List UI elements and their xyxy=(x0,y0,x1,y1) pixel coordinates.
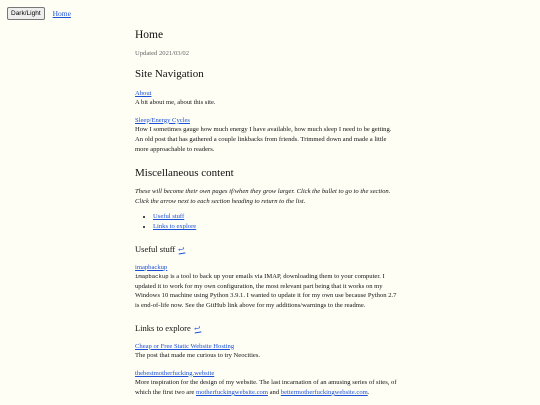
list-item xyxy=(153,212,397,222)
desc-text: More inspiration for the design of my website. The last incarnation of an amusing series of sites, of which the first two are xyxy=(135,379,397,396)
dark-light-toggle-button[interactable]: Dark/Light xyxy=(7,7,45,20)
updated-date: Updated 2021/03/02 xyxy=(135,50,190,57)
site-navigation-heading: Site Navigation xyxy=(135,67,204,80)
misc-note: These will become their own pages if/when they grow larger. Click the bullet to go to the section. Click the arrow next to each section heading to return to the list. xyxy=(135,188,391,205)
links-to-explore-heading-text: Links to explore xyxy=(135,322,191,333)
list-item xyxy=(153,222,397,232)
misc-list xyxy=(135,212,397,231)
return-arrow-icon[interactable]: ↩ xyxy=(177,244,186,255)
sleep-energy-link[interactable]: Sleep/Energy Cycles xyxy=(135,116,190,124)
useful-stuff-link[interactable]: Useful stuff xyxy=(153,213,185,221)
desc-text: . xyxy=(367,388,370,396)
useful-entry-imapbackup xyxy=(135,263,397,311)
about-description: A bit about me, about this site. xyxy=(135,99,216,107)
page-title: Home xyxy=(135,29,164,41)
links-to-explore-link[interactable]: Links to explore xyxy=(153,222,197,230)
home-link[interactable]: Home xyxy=(52,9,71,18)
imapbackup-link[interactable]: imapbackup xyxy=(135,263,168,271)
nav-entry-sleep xyxy=(135,116,397,154)
static-hosting-link[interactable]: Cheap or Free Static Website Hosting xyxy=(135,342,235,350)
imapbackup-text: is a tool to back up your emails via IMAP, downloading them to your computer. I updated it to work for my own configuration, the most relevant part being that it works on my Windows 10 machine using Python 3.9.1. I wanted to update it for my own use because Python 2.7 is end-of-life now. See the GitHub link above for my additions/warnings to the readme. xyxy=(135,273,397,309)
motherfucking-website-link[interactable]: motherfuckingwebsite.com xyxy=(195,388,268,396)
misc-content-heading: Miscellaneous content xyxy=(135,167,234,180)
nav-entry-about xyxy=(135,89,397,108)
thebest-website-link[interactable]: thebestmotherfucking.website xyxy=(135,369,215,377)
links-to-explore-heading xyxy=(135,323,397,334)
thebest-website-description xyxy=(135,378,397,397)
about-link[interactable]: About xyxy=(135,89,152,97)
useful-stuff-heading xyxy=(135,244,397,255)
imapbackup-code: imapbackup xyxy=(135,273,169,281)
top-bar xyxy=(7,7,71,20)
desc-text: and xyxy=(267,388,281,396)
better-website-link[interactable]: bettermotherfuckingwebsite.com xyxy=(280,388,368,396)
explore-entry-hosting xyxy=(135,342,397,361)
static-hosting-description: The post that made me curious to try Neocities. xyxy=(135,352,261,360)
return-arrow-icon[interactable]: ↩ xyxy=(192,322,202,334)
sleep-energy-description: How I sometimes gauge how much energy I have available, how much sleep I need to be getting. An old post that has gathered a couple linkbacks from friends. Trimmed down and made a little more approachable to readers. xyxy=(135,126,392,153)
useful-stuff-heading-text: Useful stuff xyxy=(135,243,176,254)
explore-entry-website xyxy=(135,369,397,398)
main-content xyxy=(135,28,397,397)
imapbackup-description xyxy=(135,272,397,310)
